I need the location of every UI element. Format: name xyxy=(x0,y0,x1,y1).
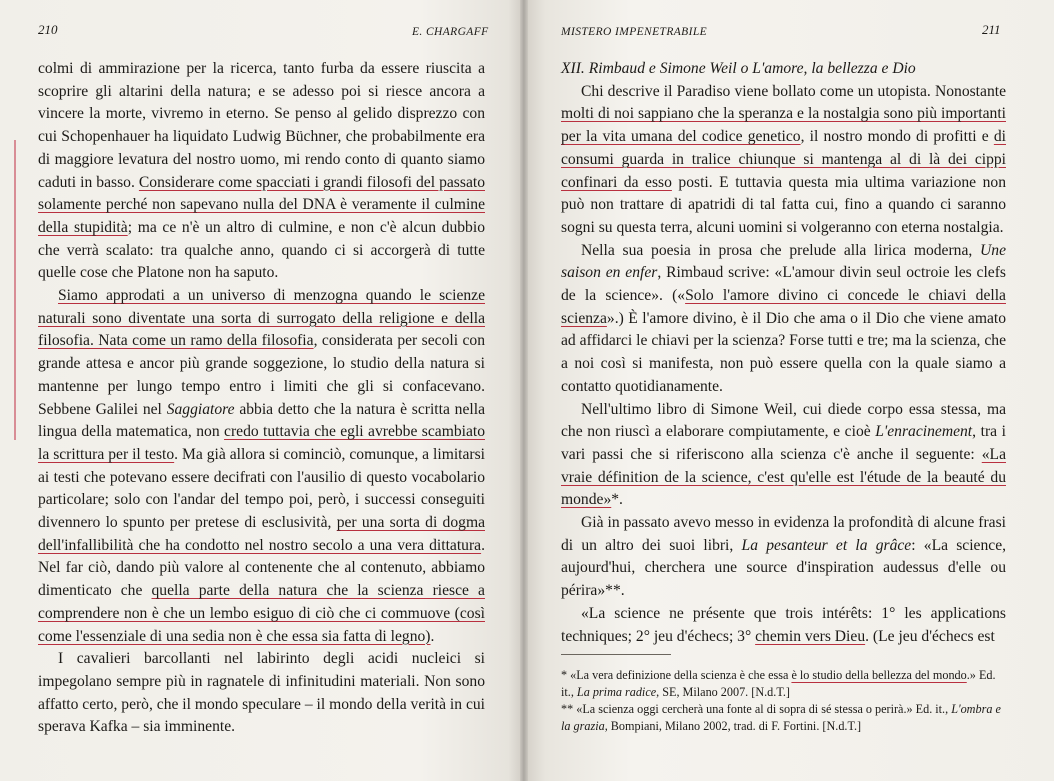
text-run: . (Le jeu d'échecs est xyxy=(865,627,995,645)
footnote xyxy=(561,667,1008,701)
text-run: . xyxy=(430,627,435,645)
paragraph xyxy=(561,240,1006,399)
paragraph xyxy=(561,81,1006,240)
underlined-passage: Siamo approdati a un universo di menzogna quando le scienze naturali sono diventate una sorta di surrogato della religione e della filosofia. Nata come un ramo della filosofia xyxy=(38,287,485,350)
footnotes xyxy=(561,667,1008,735)
running-head-right: MISTERO IMPENETRABILE xyxy=(561,26,708,38)
italic-title: L'ombra e la grazia xyxy=(561,702,1001,733)
text-run: «La science ne présente que trois intérêts: 1° les applications techniques; 2° jeu d'échecs; 3° xyxy=(561,604,1006,645)
text-run: Nell'ultimo libro di Simone Weil, cui diede corpo essa stessa, ma che non riuscì a elaborare compiutamente, e cioè xyxy=(561,400,1006,441)
text-run: , SE, Milano 2007. [N.d.T.] xyxy=(656,685,790,699)
footnote xyxy=(561,701,1008,735)
text-run: colmi di ammirazione per la ricerca, tanto furba da essere riuscita a scoprire gli altarini della natura; e se adesso poi si riesce ancora a vincere la morte, vivremo in eterno. Se penso al gelido disprezzo con cui Schopenhauer ha liquidato Ludwig Büchner, che probabilmente era di maggiore levatura del nostro uomo, mi rendo conto di quanto siamo caduti in basso. xyxy=(38,60,485,191)
text-run: , considerata per secoli con grande attesa e ancor più grande soggezione, lo studio della natura si mantenne per lungo tempo entro i limiti che gli si confacevano. Sebbene Galilei nel xyxy=(38,332,485,418)
underlined-passage: per una sorta di dogma dell'infallibilità che ha condotto nel nostro secolo a una vera dittatura xyxy=(38,514,485,554)
text-run: Chi descrive il Paradiso viene bollato come un utopista. Nonostante xyxy=(581,82,1006,100)
underlined-passage: «La vraie définition de la science, c'est qu'elle est l'étude de la beauté du monde» xyxy=(561,445,1006,509)
italic-title: La pesanteur et la grâce xyxy=(741,536,912,554)
text-run: posti. E tuttavia questa mia ultima variazione non può non trattare di apatridi di tal fatta cui, fino a quando ci saranno sogni su questa terra, alcuni uomini si volgeranno con eterna nostalgia. xyxy=(561,173,1006,236)
text-run: .» Ed. it., xyxy=(561,668,996,699)
text-run: ».) È l'amore divino, è il Dio che ama o il Dio che viene amato ad affidarci le chiavi per la scienza? Forse tutti e tre; ma la scienza, che a noi così si manifesta, non può essere quella con la quale siamo a contatto quotidianamente. xyxy=(561,309,1006,395)
text-run: . Ma già allora si cominciò, comunque, a limitarsi ai testi che potevano essere decifrati con l'ausilio di questo vocabolario particolare; solo con l'andar del tempo poi, però, i successi conseguiti divennero lo spunto per pretese di esclusività, xyxy=(38,445,486,532)
paragraph xyxy=(561,512,1006,603)
text-run: , tra i vari passi che si riferiscono alla scienza c'è anche il seguente: xyxy=(561,423,1006,463)
text-run: Già in passato avevo messo in evidenza la profondità di alcune frasi di un altro dei suoi libri, xyxy=(561,514,1006,554)
italic-title: Une saison en enfer xyxy=(561,241,1006,282)
text-run: , il nostro mondo di profitti e xyxy=(800,128,994,146)
underlined-passage: è lo studio della bellezza del mondo xyxy=(791,668,967,682)
underlined-passage: Solo l'amore divino ci concede le chiavi della scienza xyxy=(561,287,1006,327)
text-run: abbia detto che la natura è scritta nella lingua della matematica, non xyxy=(38,400,485,441)
paragraph xyxy=(561,603,1006,648)
text-run: * «La vera definizione della scienza è che essa xyxy=(561,668,792,682)
right-body-text xyxy=(561,58,1006,648)
left-body-text xyxy=(38,58,485,739)
italic-title: Saggiatore xyxy=(166,400,235,418)
underlined-passage: chemin vers Dieu xyxy=(755,627,866,645)
text-run: I cavalieri barcollanti nel labirinto degli acidi nucleici si impegolano sempre più in ragnatele di infinitudini materiali. Non sono affatto certo, però, che il mondo speculare – il mondo della verità in cui sperava Kafka – sia imminente. xyxy=(38,650,486,736)
running-head-left: E. CHARGAFF xyxy=(412,26,489,38)
text-run: . Nel far ciò, dando più valore al contenente che al contenuto, abbiamo dimenticato che xyxy=(38,536,485,600)
text-run: , Rimbaud scrive: «L'amour divin seul octroie les clefs de la science». (« xyxy=(561,264,1006,305)
underlined-passage: di consumi guarda in tralice chiunque si mantenga al di là dei cippi confinari da esso xyxy=(561,128,1006,191)
paragraph xyxy=(38,285,485,648)
italic-title: La prima radice xyxy=(576,685,657,699)
right-paragraphs xyxy=(561,81,1006,649)
underlined-passage: quella parte della natura che la scienza riesce a comprendere non è che un lembo esiguo di ciò che ci commuove (così come l'essenziale di una sedia non è che essa sia fatta di legno) xyxy=(38,582,485,645)
footnote-rule xyxy=(561,654,671,655)
paragraph xyxy=(38,648,485,739)
book-gutter xyxy=(520,0,528,781)
paragraph xyxy=(561,399,1006,513)
text-run: : «La science, aujourd'hui, cherchera une source d'inspiration audessus d'elle ou périra»**. xyxy=(561,536,1007,600)
left-page xyxy=(0,0,524,781)
section-title: XII. Rimbaud e Simone Weil o L'amore, la bellezza e Dio xyxy=(561,60,916,77)
paragraph xyxy=(38,58,485,285)
margin-pen-mark xyxy=(14,140,16,440)
text-run: Nella sua poesia in prosa che prelude alla lirica moderna, xyxy=(581,241,981,259)
page-number-right: 211 xyxy=(982,22,1001,37)
italic-title: L'enracinement xyxy=(875,423,973,441)
page-number-left: 210 xyxy=(38,22,58,37)
underlined-passage: Considerare come spacciati i grandi filosofi del passato solamente perché non sapevano nulla del DNA è veramente il culmine della stupidità xyxy=(38,173,485,236)
underlined-passage: credo tuttavia che egli avrebbe scambiato la scrittura per il testo xyxy=(38,423,485,463)
text-run: ** «La scienza oggi cercherà una fonte al di sopra di sé stessa o perirà.» Ed. it., xyxy=(561,702,952,716)
text-run: ; ma ce n'è un altro di culmine, e non c'è alcun dubbio che verrà scalato: tra qualche anno, quando ci si accorgerà di tutte quelle cose che Platone non ha saputo. xyxy=(38,218,485,282)
text-run: , Bompiani, Milano 2002, trad. di F. Fortini. [N.d.T.] xyxy=(604,719,862,733)
underlined-passage: molti di noi sappiano che la speranza e la nostalgia sono più importanti per la vita umana del codice genetico xyxy=(561,105,1006,146)
text-run: *. xyxy=(611,491,623,509)
